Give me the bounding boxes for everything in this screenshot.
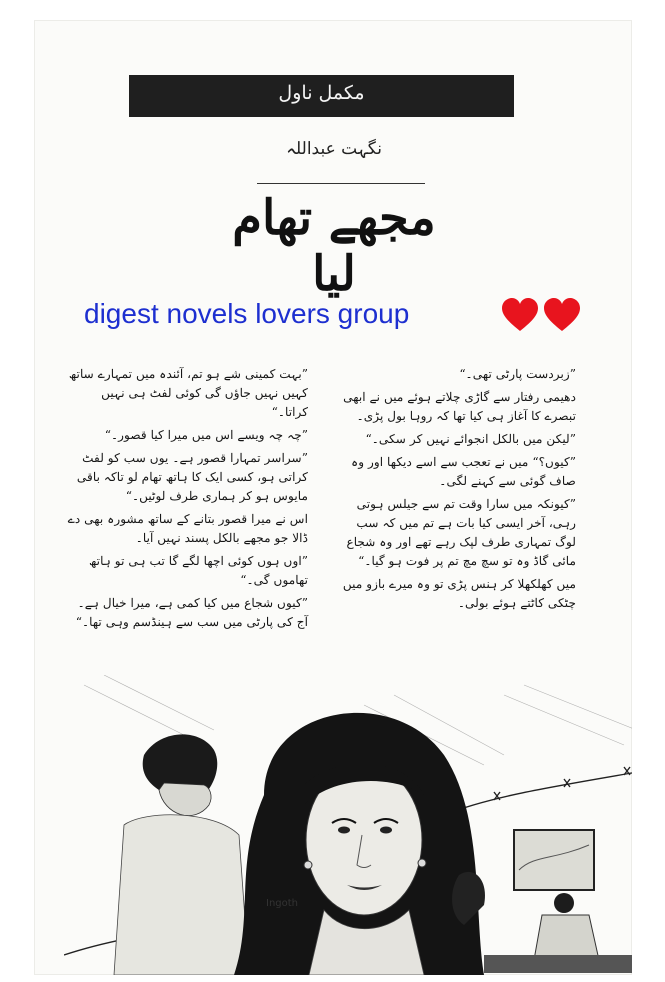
paragraph: ”کیونکہ میں سارا وقت تم سے جیلس ہوتی رہی، آخر ایسی کیا بات ہے تم میں کہ سب لوگ تمہاری طرف لپک رہے تھے اور وہ شجاع مائی گاڈ وہ تو سچ مچ تم پر فوت ہو گیا۔“ xyxy=(346,497,576,568)
paragraph: ”کیوں؟“ میں نے تعجب سے اسے دیکھا اور وہ صاف گوئی سے کہنے لگی۔ xyxy=(351,455,576,488)
heart-icon xyxy=(502,298,538,331)
paragraph: ”زبردست پارٹی تھی۔“ xyxy=(459,367,576,381)
man-figure xyxy=(114,734,249,975)
paragraph: ”سراسر تمہارا قصور ہے۔ یوں سب کو لفٹ کراتی ہو، کسی ایک کا ہاتھ تھام لو تاکہ باقی مایوس ہو کر ہماری طرف لوٹیں۔“ xyxy=(76,451,308,503)
text-column-left xyxy=(64,365,308,636)
magazine-page xyxy=(34,20,632,975)
watermark-text: digest novels lovers group xyxy=(84,298,410,329)
paragraph: دھیمی رفتار سے گاڑی چلاتے ہوئے میں نے ابھی تبصرے کا آغاز ہی کیا تھا کہ روہا بول پڑی۔ xyxy=(343,390,576,423)
heart-icon xyxy=(544,298,580,331)
paragraph: اس نے میرا قصور بتانے کے ساتھ مشورہ بھی دے ڈالا جو مجھے بالکل پسند نہیں آیا۔ xyxy=(67,512,308,545)
author-divider xyxy=(257,183,425,184)
woman-figure xyxy=(234,713,484,975)
hearts-icon xyxy=(502,298,582,334)
paragraph: میں کھلکھلا کر ہنس پڑی تو وہ میرے بازو میں چٹکی کاٹتے ہوئے بولی۔ xyxy=(342,577,576,610)
paragraph: ”چہ چہ ویسے اس میں میرا کیا قصور۔“ xyxy=(104,428,308,442)
paragraph: ”اوں ہوں کوئی اچھا لگے گا تب ہی تو ہاتھ تھاموں گی۔“ xyxy=(88,554,308,587)
author-name: نگہت عبداللہ xyxy=(286,139,382,159)
paragraph: ”بہت کمینی شے ہو تم، آئندہ میں تمہارے ساتھ کہیں نہیں جاؤں گی کوئی لفٹ ہی نہیں کراتا۔“ xyxy=(68,367,308,419)
text-column-right xyxy=(332,365,576,617)
illustration-signature: Ingoth xyxy=(266,898,299,909)
section-banner-label: مکمل ناول xyxy=(278,82,365,104)
paragraph: ”کیوں شجاع میں کیا کمی ہے، میرا خیال ہے۔ آج کی پارٹی میں سب سے ہینڈسم وہی تھا۔“ xyxy=(75,596,308,629)
paragraph: ”لیکن میں بالکل انجوائے نہیں کر سکی۔“ xyxy=(365,432,576,446)
story-title: مجھے تھام لیا xyxy=(232,190,436,302)
story-illustration xyxy=(64,675,632,975)
section-banner xyxy=(129,75,514,117)
